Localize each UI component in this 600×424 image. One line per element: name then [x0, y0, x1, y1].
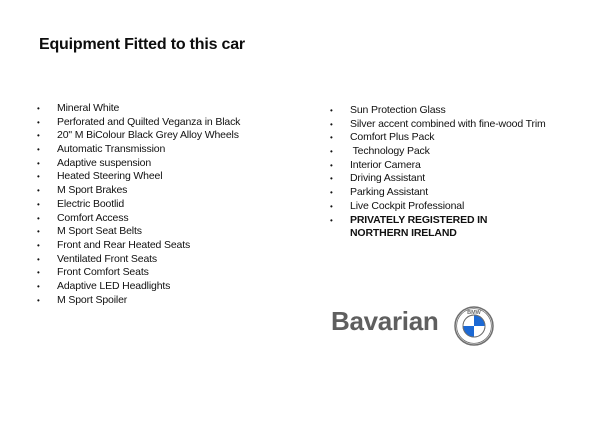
list-item: • Sun Protection Glass — [330, 104, 446, 116]
bullet: • — [37, 186, 40, 196]
list-item: • 20" M BiColour Black Grey Alloy Wheels — [37, 129, 239, 142]
list-item: • Adaptive suspension — [37, 156, 152, 169]
bullet: • — [37, 295, 40, 305]
bullet: • — [37, 227, 40, 237]
list-item-registration: • PRIVATELY REGISTERED IN — [330, 213, 488, 226]
bullet: • — [37, 268, 40, 278]
list-item: • Technology Pack — [330, 145, 430, 158]
bullet: • — [37, 254, 40, 264]
list-item: • M Sport Spoiler — [37, 293, 128, 306]
bullet: • — [37, 131, 40, 141]
bullet: • — [330, 188, 333, 198]
list-item: • Adaptive LED Headlights — [37, 279, 171, 292]
list-item: • Ventilated Front Seats — [37, 252, 158, 265]
equipment-list-right — [330, 104, 546, 241]
bullet: • — [37, 199, 40, 209]
list-item: • Interior Camera — [330, 158, 421, 171]
bullet: • — [37, 172, 40, 182]
bullet: • — [330, 201, 333, 211]
list-item: • Front Comfort Seats — [37, 266, 149, 279]
bullet: • — [37, 104, 40, 113]
list-item: • Live Cockpit Professional — [330, 199, 465, 212]
list-item: • Mineral White — [37, 102, 120, 114]
bullet: • — [330, 119, 333, 129]
bullet: • — [330, 147, 333, 157]
list-item: • Parking Assistant — [330, 186, 428, 199]
page-title: Equipment Fitted to this car — [39, 36, 245, 53]
bullet: • — [37, 240, 40, 250]
list-item: • Silver accent combined with fine-wood Trim — [330, 117, 546, 130]
list-item: • Comfort Plus Pack — [330, 131, 435, 144]
list-item: • Comfort Access — [37, 211, 129, 224]
list-item: • Heated Steering Wheel — [37, 170, 163, 183]
dealer-name: Bavarian — [331, 306, 439, 336]
bullet: • — [37, 281, 40, 291]
list-item: • Front and Rear Heated Seats — [37, 238, 191, 251]
list-item: • Driving Assistant — [330, 172, 426, 185]
bullet: • — [330, 174, 333, 184]
dealer-brand — [331, 306, 438, 337]
bullet: • — [37, 117, 40, 127]
list-item: • M Sport Seat Belts — [37, 225, 142, 238]
equipment-list-left — [37, 102, 240, 307]
list-item: • Automatic Transmission — [37, 143, 166, 156]
bullet: • — [330, 160, 333, 170]
bullet: • — [330, 106, 333, 115]
bullet: • — [37, 158, 40, 168]
list-item: • M Sport Brakes — [37, 184, 128, 197]
list-item: • Electric Bootlid — [37, 197, 125, 210]
bullet: • — [37, 145, 40, 155]
list-item: • Perforated and Quilted Veganza in Black — [37, 115, 241, 128]
roundel-letters: BMW — [467, 309, 481, 316]
bullet: • — [330, 133, 333, 143]
bmw-roundel-icon — [454, 306, 494, 346]
list-item-registration-continued: NORTHERN IRELAND — [350, 227, 457, 240]
bullet: • — [330, 215, 333, 225]
bullet: • — [37, 213, 40, 223]
